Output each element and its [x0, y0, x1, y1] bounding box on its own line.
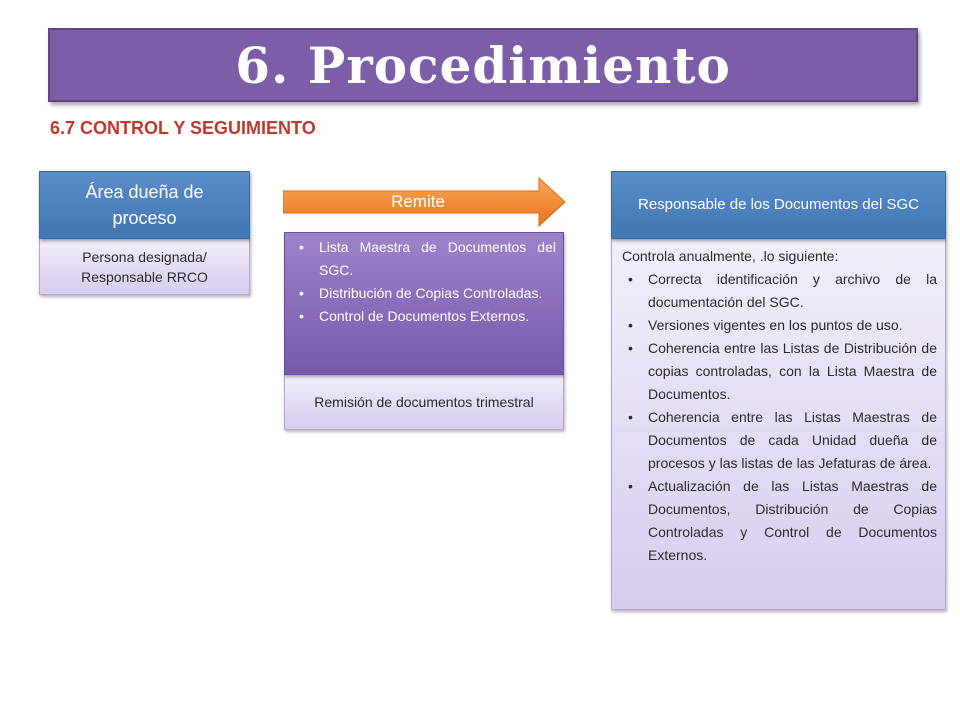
right-header-box — [611, 171, 946, 239]
middle-list-box — [284, 232, 564, 375]
right-body-box — [611, 238, 946, 610]
list-item: • Coherencia entre las Listas Maestras de Documentos de cada Unidad dueña de procesos y las listas de las Jefaturas de área. — [622, 406, 937, 475]
left-header-text: Área dueña de proceso — [85, 182, 204, 228]
left-body-box — [39, 238, 250, 295]
list-item: • Distribución de Copias Controladas. — [293, 282, 556, 305]
right-header-text: Responsable de los Documentos del SGC — [638, 196, 919, 213]
list-item: • Actualización de las Listas Maestras de Documentos, Distribución de Copias Controladas y Control de Documentos Externos. — [622, 475, 937, 567]
remite-label: Remite — [391, 192, 445, 211]
list-item: • Control de Documentos Externos. — [293, 305, 556, 328]
page-title: 6. Procedimiento — [235, 35, 731, 95]
section-subtitle: 6.7 CONTROL Y SEGUIMIENTO — [50, 118, 316, 138]
middle-footer-text: Remisión de documentos trimestral — [314, 394, 534, 410]
list-item: • Correcta identificación y archivo de la documentación del SGC. — [622, 268, 937, 314]
list-item: • Versiones vigentes en los puntos de uso. — [622, 314, 937, 337]
right-list — [622, 268, 937, 567]
middle-footer-box — [284, 374, 564, 430]
left-body-text: Persona designada/ Responsable RRCO — [81, 248, 208, 285]
title-banner — [48, 28, 918, 102]
middle-list — [293, 236, 556, 328]
left-header-box — [39, 171, 250, 239]
right-intro: Controla anualmente, .lo siguiente: — [622, 248, 839, 264]
list-item: • Coherencia entre las Listas de Distribución de copias controladas, con la Lista Maestra de Documentos. — [622, 337, 937, 406]
list-item: • Lista Maestra de Documentos del SGC. — [293, 236, 556, 282]
